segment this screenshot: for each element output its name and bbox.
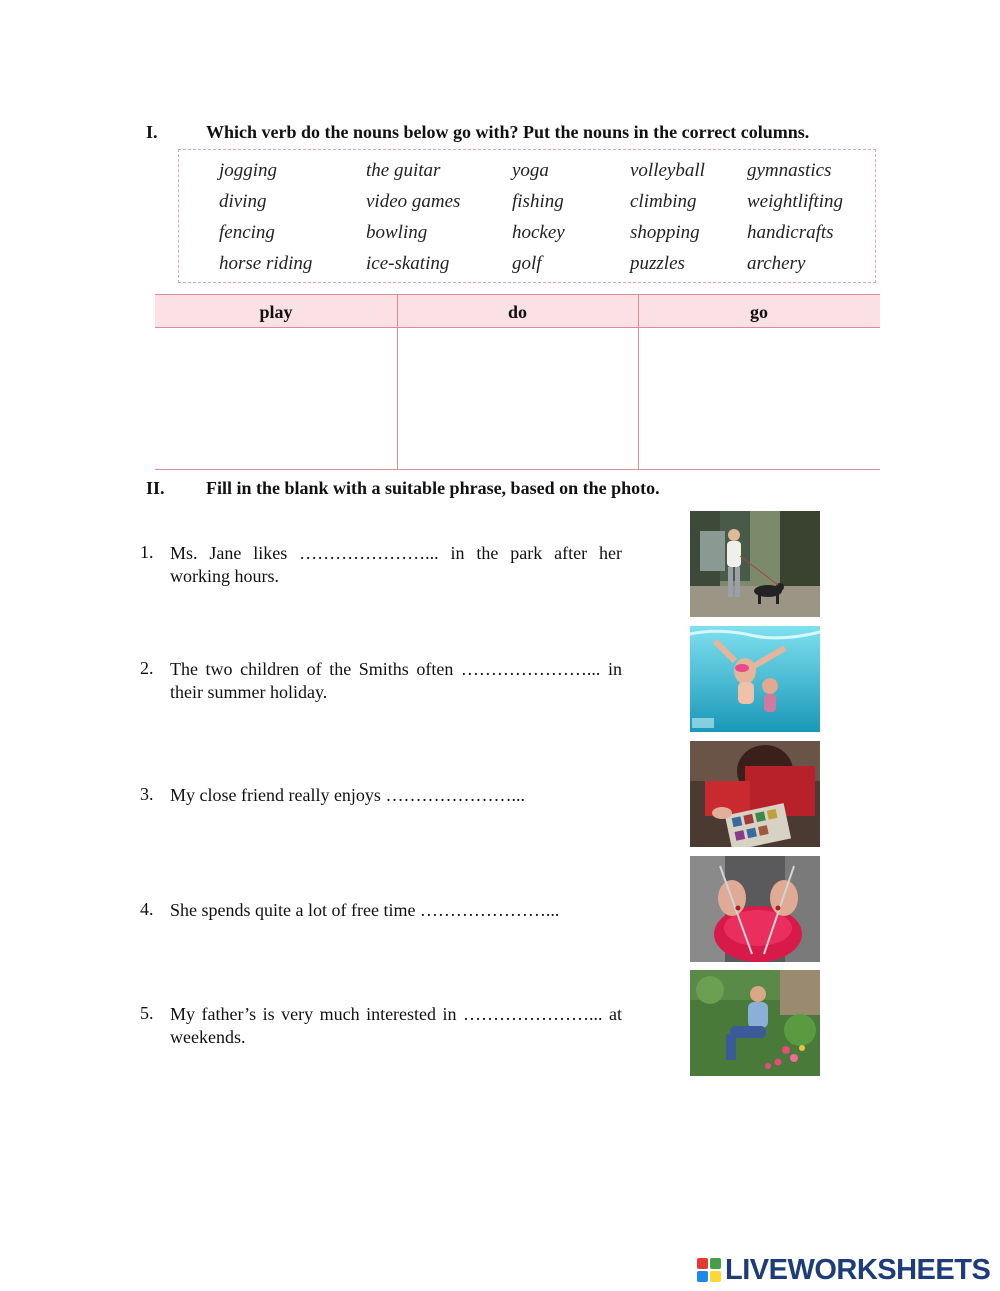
word-item[interactable]: golf [512,253,542,274]
word-item[interactable]: hockey [512,222,565,243]
word-item[interactable]: puzzles [630,253,685,274]
question-text: The two children of the Smiths often …………………... in their summer holiday. [170,659,622,702]
drop-zone-go[interactable] [638,328,880,470]
question-text: My father’s is very much interested in …………………... at weekends. [170,1004,622,1047]
knitting-photo [690,856,820,962]
word-item[interactable]: gymnastics [747,160,832,181]
column-divider [638,294,639,470]
word-item[interactable]: video games [366,191,461,212]
word-bank [178,149,876,283]
sorting-table [155,294,880,470]
word-item[interactable]: diving [219,191,267,212]
section-2-instruction: Fill in the blank with a suitable phrase, based on the photo. [206,478,660,498]
word-item[interactable]: weightlifting [747,191,844,212]
word-item[interactable]: fishing [512,191,564,212]
word-item[interactable]: jogging [219,160,278,181]
man-gardening-photo [690,970,820,1076]
drop-zone-play[interactable] [155,328,397,470]
column-header-do: do [397,294,638,328]
word-item[interactable]: archery [747,253,806,274]
woman-walking-dog-photo [690,511,820,617]
word-item[interactable]: the guitar [366,160,441,181]
word-item[interactable]: yoga [512,160,549,181]
question-text: Ms. Jane likes …………………... in the park after her working hours. [170,543,622,586]
liveworksheets-logo[interactable] [697,1253,990,1287]
word-item[interactable]: horse riding [219,253,313,274]
drop-zone-do[interactable] [397,328,638,470]
word-item[interactable]: shopping [630,222,700,243]
section-1-instruction: Which verb do the nouns below go with? Put the nouns in the correct columns. [206,122,810,142]
table-bottom-border [155,469,880,470]
question-number: 3. [140,784,154,804]
stamp-album-photo [690,741,820,847]
question-number: 5. [140,1003,154,1023]
brand-name: LIVEWORKSHEETS [725,1253,991,1286]
children-swimming-underwater-photo [690,626,820,732]
column-header-go: go [638,294,880,328]
question-number: 2. [140,658,154,678]
word-item[interactable]: climbing [630,191,697,212]
section-1-number: I. [146,122,158,142]
word-item[interactable]: ice-skating [366,253,450,274]
word-item[interactable]: fencing [219,222,275,243]
word-item[interactable]: volleyball [630,160,705,181]
question-number: 1. [140,542,154,562]
column-header-play: play [155,294,397,328]
logo-mark-icon [697,1258,721,1282]
word-item[interactable]: bowling [366,222,428,243]
question-text: She spends quite a lot of free time …………………... [170,900,560,920]
section-2-number: II. [146,478,165,498]
question-text: My close friend really enjoys …………………... [170,785,525,805]
word-item[interactable]: handicrafts [747,222,834,243]
column-divider [397,294,398,470]
question-number: 4. [140,899,154,919]
